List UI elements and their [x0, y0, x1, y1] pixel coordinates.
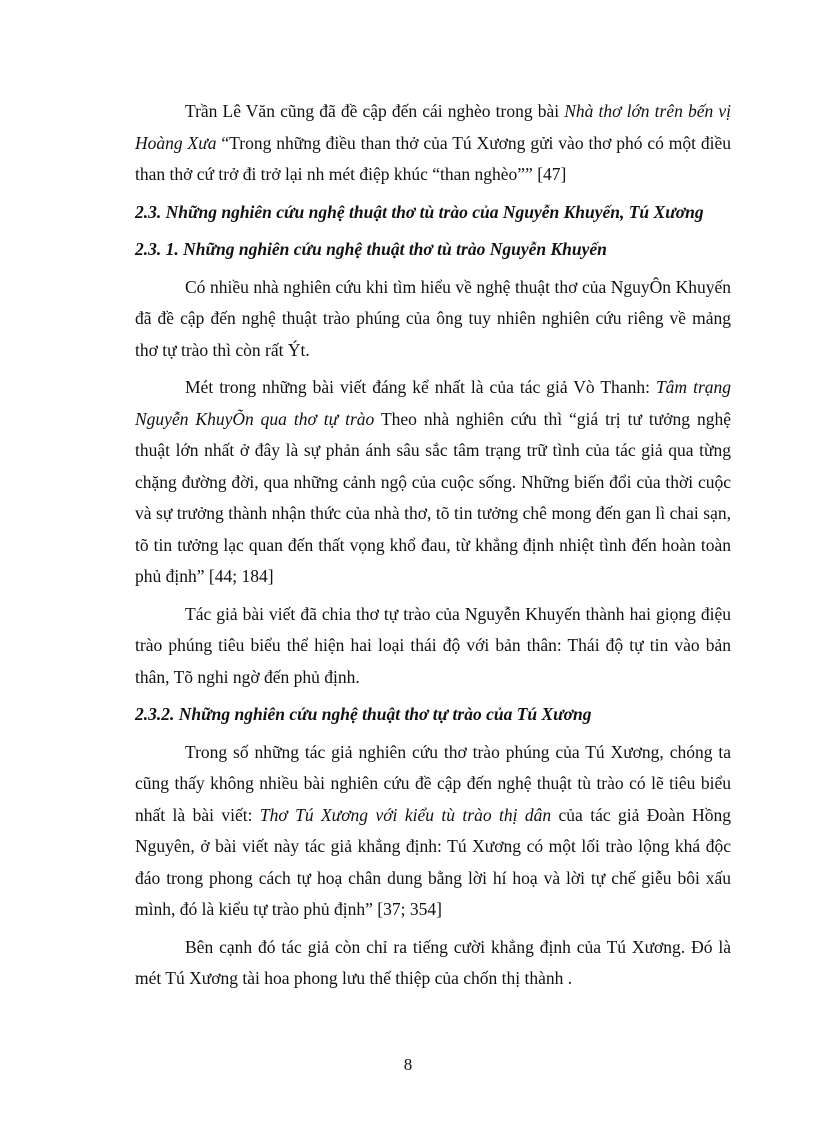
subsection-heading-2-3-1: 2.3. 1. Những nghiên cứu nghệ thuật thơ tù trào Nguyễn Khuyến — [135, 239, 607, 259]
document-page — [135, 96, 731, 1001]
paragraph-1-title-italic: Nhà thơ lớn trên bến vị Hoàng Xưa — [135, 101, 731, 153]
paragraph-1-text-cont: “Trong những điều than thở của Tú Xương gửi vào thơ phó có một điều than thở cứ trở đi trở lại nh mét điệp khúc “than nghèo”” [47] — [135, 132, 731, 184]
paragraph-3-text-cont: Theo nhà nghiên cứu thì “giá trị tư tưởng nghệ thuật lớn nhất ở đây là sự phản ánh sâu sắc tâm trạng trữ tình của tác giả qua từng chặng đường đời, qua những cảnh ngộ của cuộc sống. Những biến đổi của thời cuộc và sự trưởng thành nhận thức của nhà thơ, tõ tin tưởng chê mong đến gan lì chai sạn, tõ tin tưởng lạc quan đến thất vọng khổ đau, từ khẳng định nhiệt tình đến hoàn toàn phủ định” [44; 184] — [135, 408, 731, 586]
paragraph-1 — [135, 96, 731, 191]
paragraph-6: Bên cạnh đó tác giả còn chỉ ra tiếng cười khẳng định của Tú Xương. Đó là mét Tú Xương tài hoa phong lưu thế thiệp của chốn thị thành . — [135, 936, 731, 988]
page-number: 8 — [403, 1055, 413, 1074]
paragraph-2: Có nhiều nhà nghiên cứu khi tìm hiểu về nghệ thuật thơ của NguyÔn Khuyến đã đề cập đến nghệ thuật trào phúng của ông tuy nhiên nghiên cứu riêng về mảng thơ tự trào thì còn rất Ýt. — [135, 276, 731, 360]
paragraph-3-title-italic: Tâm trạng Nguyễn KhuyÕn qua thơ tự trào — [135, 377, 731, 429]
paragraph-3 — [135, 372, 731, 593]
paragraph-5-text-cont: của tác giả Đoàn Hồng Nguyên, ở bài viết này tác giả khẳng định: Tú Xương có một lối trào lộng khá độc đáo trong phong cách tự hoạ chân dung bằng lời hí hoạ và lời tự chế giễu bôi xấu mình, đó là kiểu tự trào phủ định” [37; 354] — [135, 804, 731, 919]
paragraph-5-text: Trong số những tác giả nghiên cứu thơ trào phúng của Tú Xương, chóng ta cũng thấy không nhiều bài nghiên cứu đề cập đến nghệ thuật tù trào có lẽ tiêu biểu nhất là bài viết: — [135, 741, 731, 825]
paragraph-5 — [135, 737, 731, 926]
paragraph-5-title-italic: Thơ Tú Xương với kiểu tù trào thị dân — [259, 804, 552, 825]
paragraph-1-text: Trần Lê Văn cũng đã đề cập đến cái nghèo trong bài — [185, 101, 565, 121]
subsection-heading-2-3-2: 2.3.2. Những nghiên cứu nghệ thuật thơ tự trào của Tú Xương — [135, 704, 592, 724]
paragraph-4: Tác giả bài viết đã chia thơ tự trào của Nguyễn Khuyến thành hai giọng điệu trào phúng tiêu biểu thể hiện hai loại thái độ với bản thân: Thái độ tự tin vào bản thân, Tõ nghi ngờ đến phủ định. — [135, 603, 731, 687]
section-heading-2-3: 2.3. Những nghiên cứu nghệ thuật thơ tù trào của Nguyễn Khuyến, Tú Xương — [135, 201, 704, 222]
paragraph-3-text: Mét trong những bài viết đáng kể nhất là của tác giả Vò Thanh: — [185, 377, 656, 397]
